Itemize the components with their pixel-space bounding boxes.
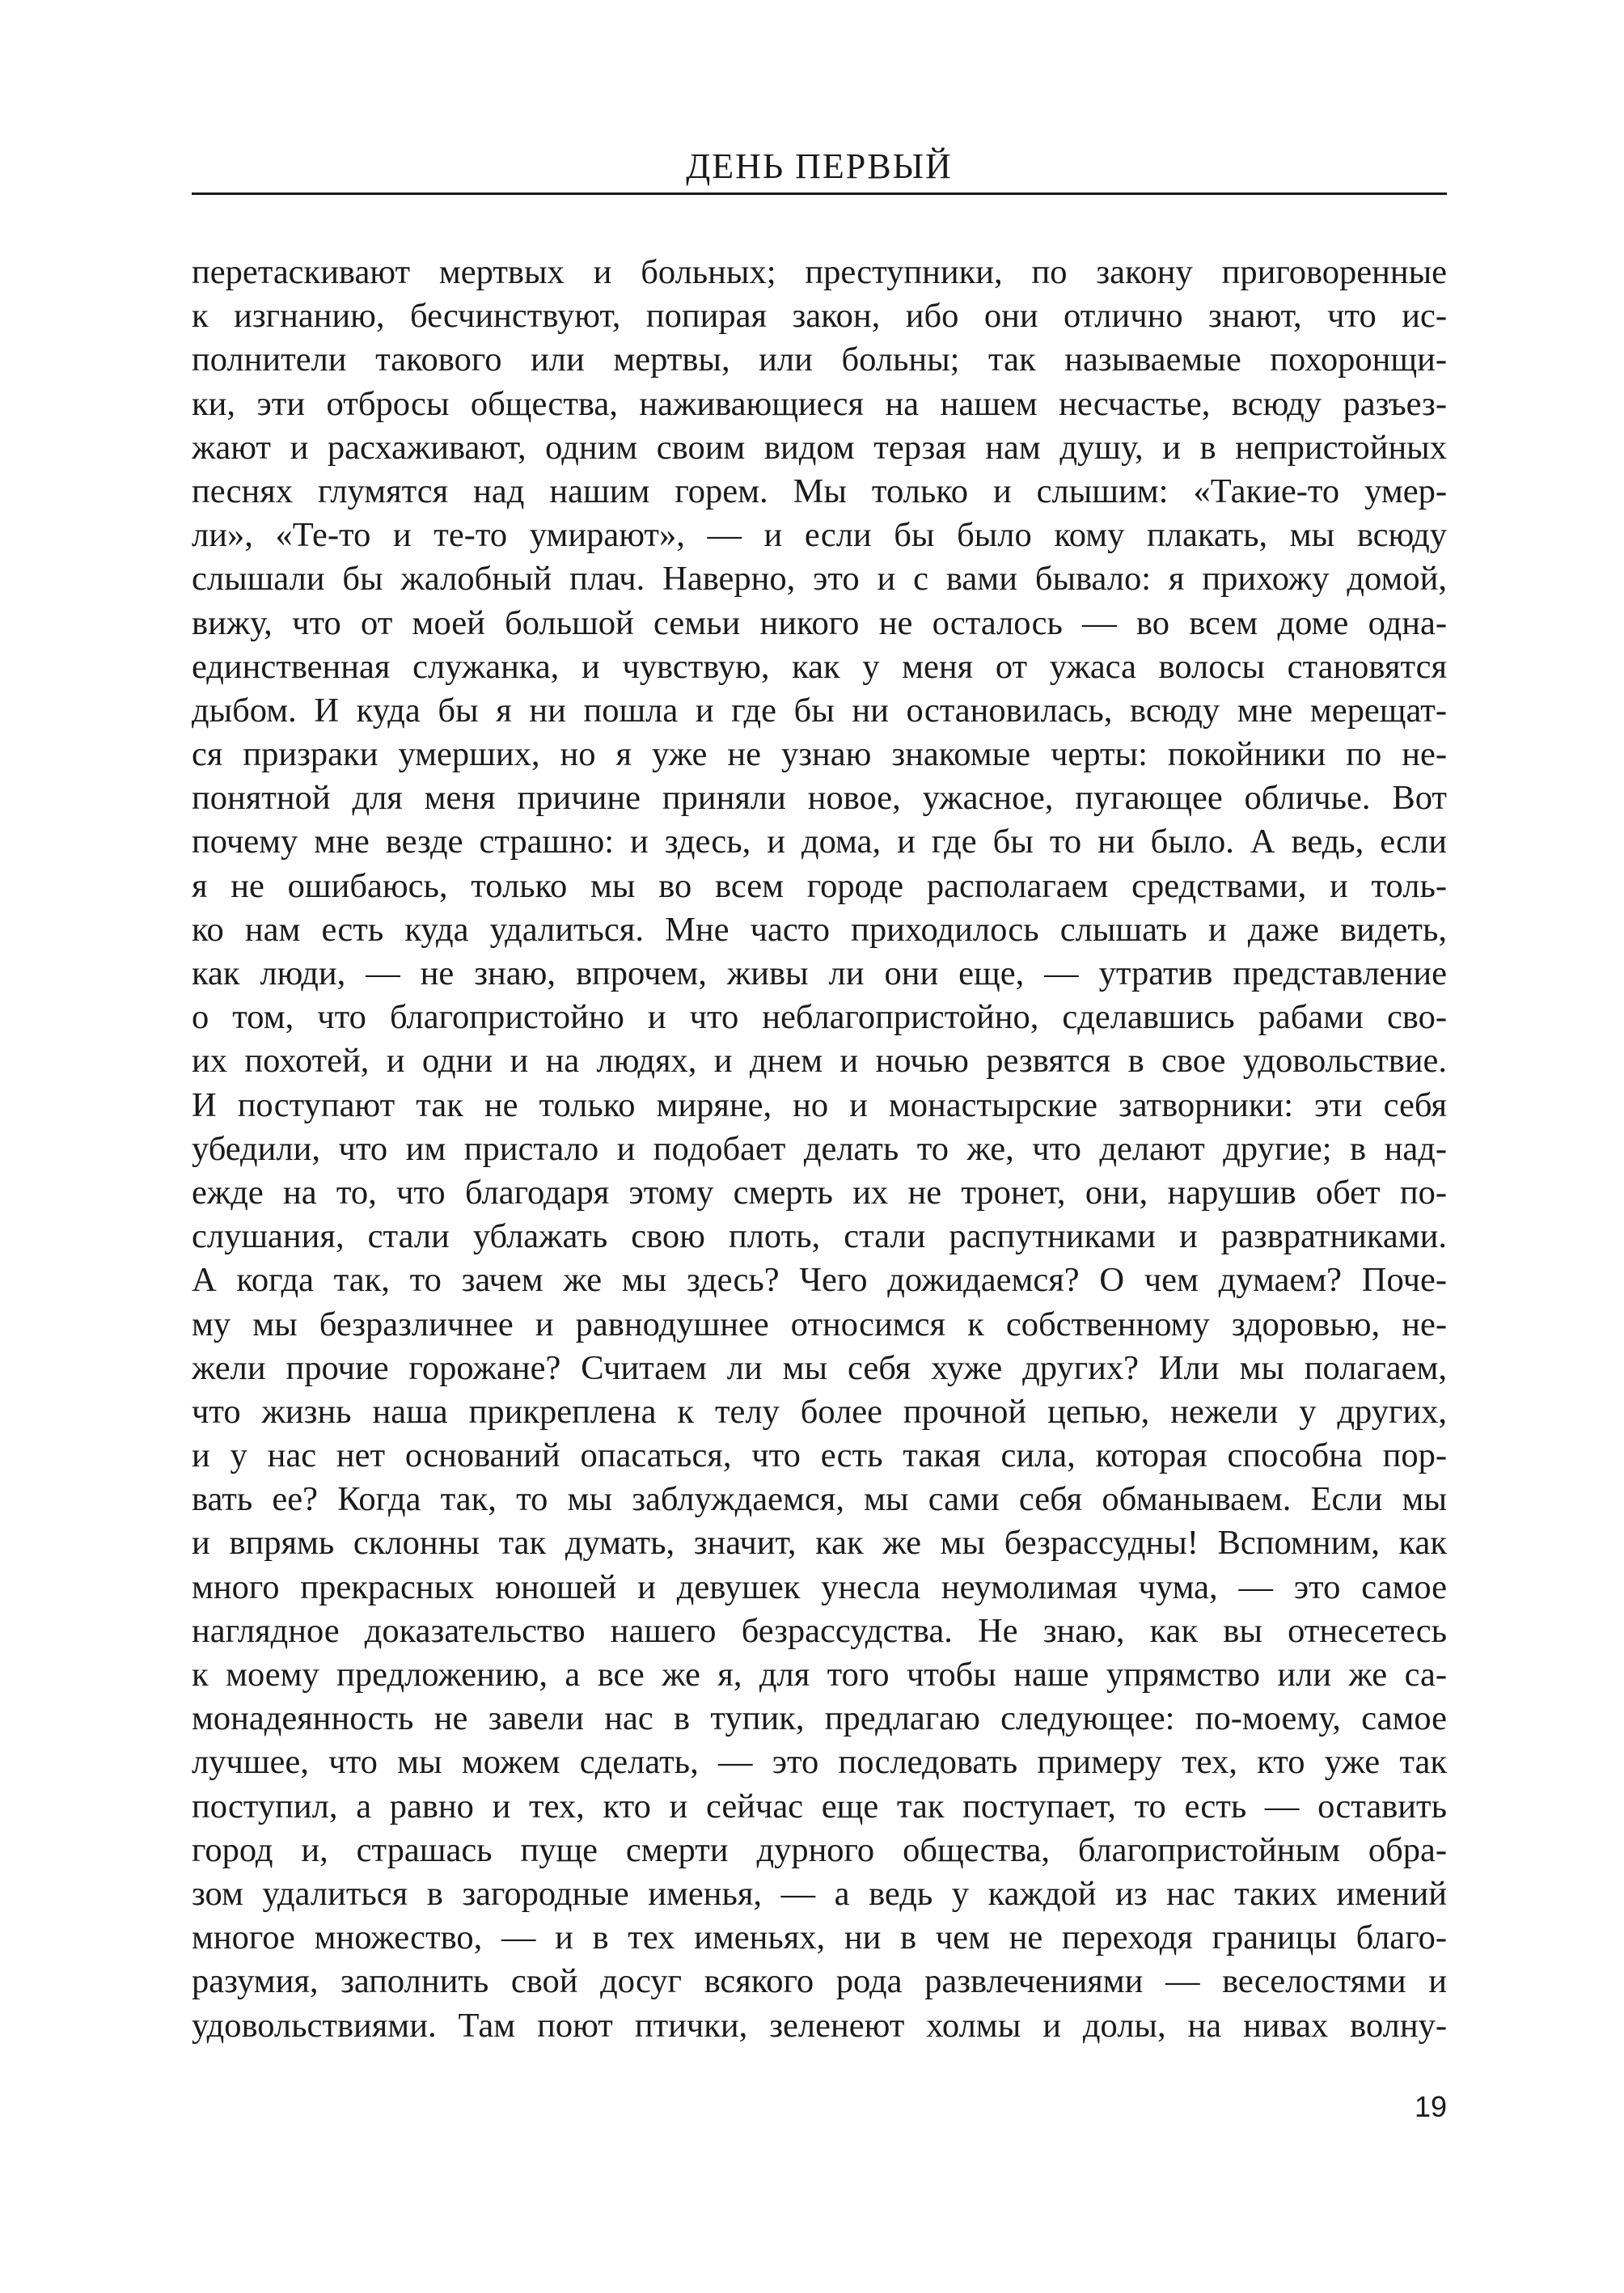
text-line: полнители такового или мертвы, или больны; так называемые похоронщи-	[192, 341, 1447, 379]
text-line: ко нам есть куда удалиться. Мне часто приходилось слышать и даже видеть,	[192, 910, 1447, 949]
text-line: я не ошибаюсь, только мы во всем городе располагаем средствами, и толь-	[192, 866, 1447, 905]
text-line: ежде на то, что благодаря этому смерть их не тронет, они, нарушив обет по-	[192, 1173, 1447, 1212]
text-line: как люди, — не знаю, впрочем, живы ли они еще, — утратив представление	[192, 954, 1447, 992]
text-line: ли», «Те-то и те-то умирают», — и если бы было кому плакать, мы всюду	[192, 516, 1447, 555]
text-line: жели прочие горожане? Считаем ли мы себя хуже других? Или мы полагаем,	[192, 1348, 1447, 1387]
text-line: песнях глумятся над нашим горем. Мы только и слышим: «Такие-то умер-	[192, 472, 1447, 510]
text-line: зом удалиться в загородные именья, — а ведь у каждой из нас таких имений	[192, 1874, 1447, 1913]
text-line: и у нас нет оснований опасаться, что есть такая сила, которая способна пор-	[192, 1436, 1447, 1475]
text-line: убедили, что им пристало и подобает делать то же, что делают другие; в над-	[192, 1129, 1447, 1168]
text-line: вать ее? Когда так, то мы заблуждаемся, мы сами себя обманываем. Если мы	[192, 1480, 1447, 1519]
text-line: наглядное доказательство нашего безрассудства. Не знаю, как вы отнесетесь	[192, 1611, 1447, 1650]
text-line: жают и расхаживают, одним своим видом терзая нам душу, и в непристойных	[192, 428, 1447, 467]
text-line: А когда так, то зачем же мы здесь? Чего дожидаемся? О чем думаем? Поче-	[192, 1261, 1447, 1300]
text-line: И поступают так не только миряне, но и монастырские затворники: эти себя	[192, 1085, 1447, 1124]
text-line: и впрямь склонны так думать, значит, как же мы безрассудны! Вспомним, как	[192, 1524, 1447, 1563]
text-line: монадеянность не завели нас в тупик, предлагаю следующее: по-моему, самое	[192, 1699, 1447, 1738]
text-line: многое множество, — и в тех именьях, ни в чем не переходя границы благо-	[192, 1919, 1447, 1957]
text-line: их похотей, и одни и на людях, и днем и ночью резвятся в свое удовольствие.	[192, 1042, 1447, 1081]
running-head: ДЕНЬ ПЕРВЫЙ	[686, 146, 953, 186]
text-line: удовольствиями. Там поют птички, зеленеют холмы и долы, на нивах волну-	[192, 2006, 1447, 2045]
page-number: 19	[1414, 2090, 1447, 2123]
text-line: ся призраки умерших, но я уже не узнаю знакомые черты: покойники по не-	[192, 735, 1447, 774]
body-text	[192, 251, 1447, 2048]
text-line: к изгнанию, бесчинствуют, попирая закон, ибо они отлично знают, что ис-	[192, 297, 1447, 336]
text-line: вижу, что от моей большой семьи никого не осталось — во всем доме одна-	[192, 603, 1447, 642]
text-line: слышали бы жалобный плач. Наверно, это и с вами бывало: я прихожу домой,	[192, 560, 1447, 599]
text-line: единственная служанка, и чувствую, как у меня от ужаса волосы становятся	[192, 647, 1447, 686]
text-line: что жизнь наша прикреплена к телу более прочной цепью, нежели у других,	[192, 1392, 1447, 1431]
text-line: ки, эти отбросы общества, наживающиеся на нашем несчастье, всюду разъез-	[192, 384, 1447, 423]
text-line: лучшее, что мы можем сделать, — это последовать примеру тех, кто уже так	[192, 1743, 1447, 1782]
text-line: дыбом. И куда бы я ни пошла и где бы ни остановилась, всюду мне мерещат-	[192, 691, 1447, 730]
text-line: почему мне везде страшно: и здесь, и дома, и где бы то ни было. А ведь, если	[192, 823, 1447, 861]
text-line: поступил, а равно и тех, кто и сейчас еще так поступает, то есть — оставить	[192, 1787, 1447, 1826]
text-line: о том, что благопристойно и что неблагопристойно, сделавшись рабами сво-	[192, 998, 1447, 1037]
text-line: перетаскивают мертвых и больных; преступники, по закону приговоренные	[192, 253, 1447, 291]
text-line: к моему предложению, а все же я, для того чтобы наше упрямство или же са-	[192, 1656, 1447, 1694]
text-line: понятной для меня причине приняли новое, ужасное, пугающее обличье. Вот	[192, 779, 1447, 818]
text-line: город и, страшась пуще смерти дурного общества, благопристойным обра-	[192, 1830, 1447, 1869]
text-line: много прекрасных юношей и девушек унесла неумолимая чума, — это самое	[192, 1567, 1447, 1606]
header-rule	[192, 192, 1447, 195]
text-line: слушания, стали ублажать свою плоть, стали распутниками и развратниками.	[192, 1217, 1447, 1256]
text-line: му мы безразличнее и равнодушнее относимся к собственному здоровью, не-	[192, 1305, 1447, 1343]
text-line: разумия, заполнить свой досуг всякого рода развлечениями — веселостями и	[192, 1962, 1447, 2001]
